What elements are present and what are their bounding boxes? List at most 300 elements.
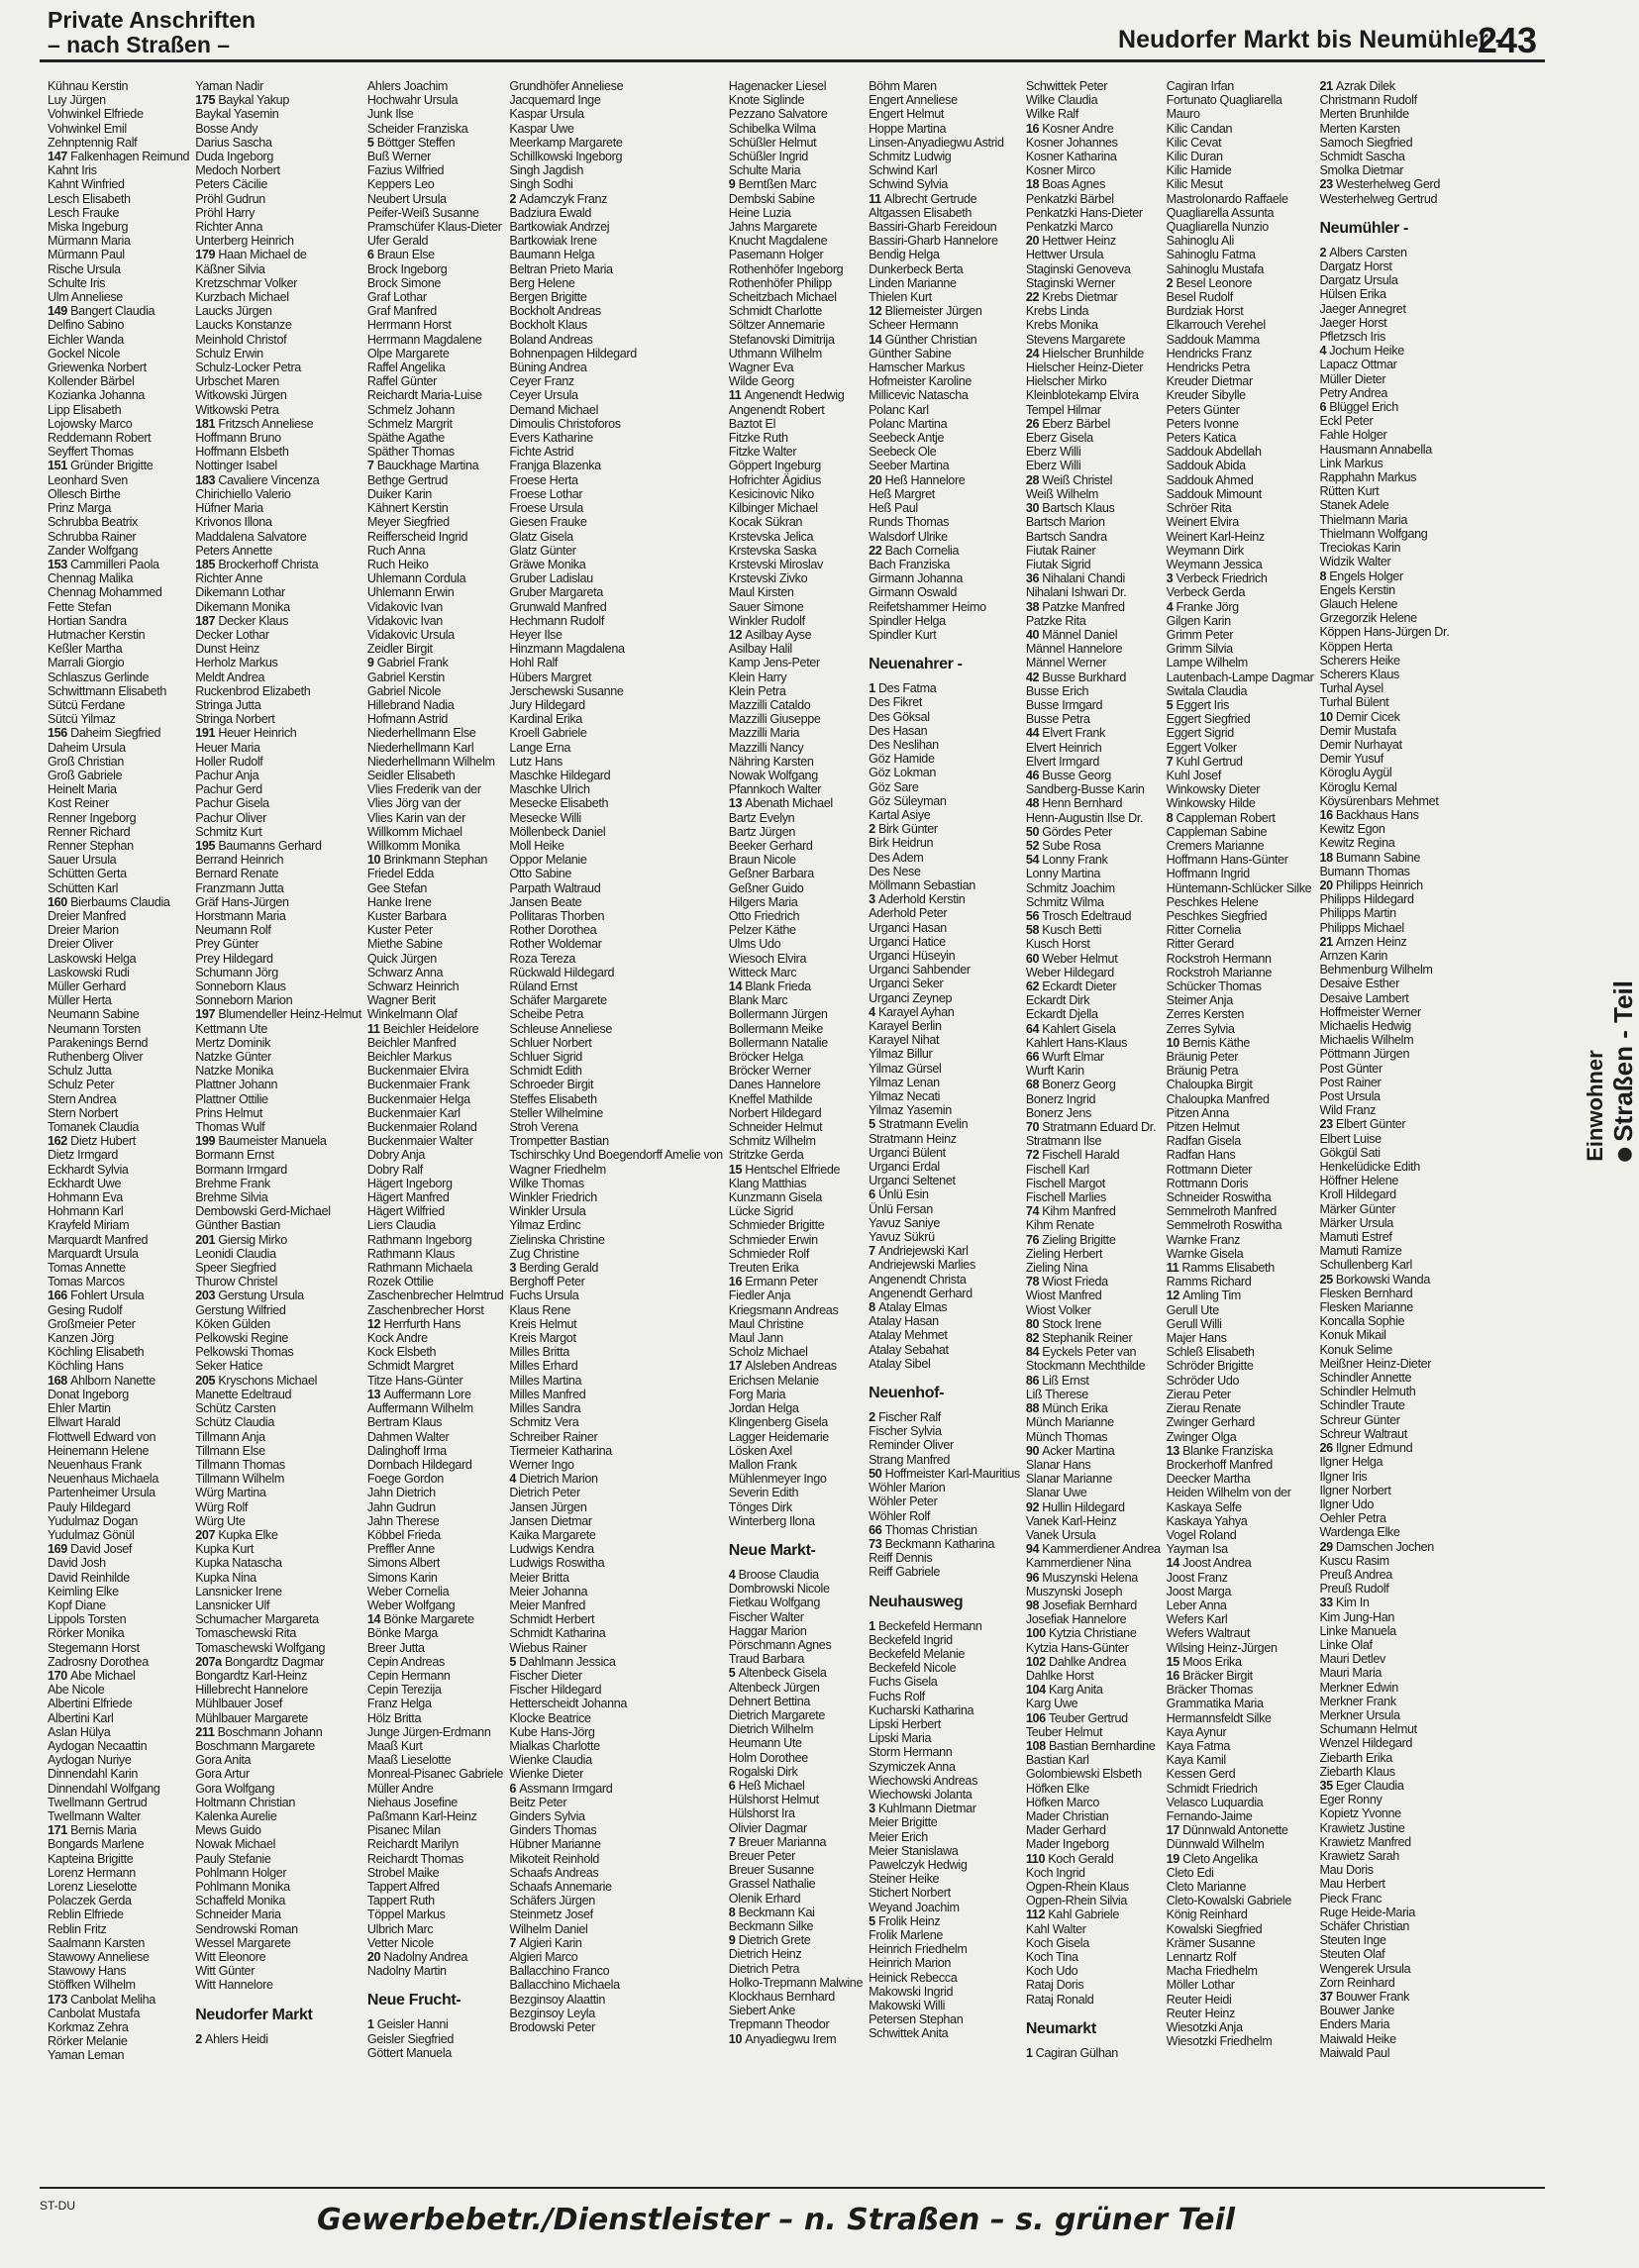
resident-entry: Geßner Guido — [728, 880, 804, 895]
resident-entry: 96 Muszynski Helena — [1025, 1570, 1138, 1585]
house-number: 40 — [1025, 627, 1043, 642]
resident-entry: Widzik Walter — [1319, 555, 1391, 569]
resident-entry: Pawelczyk Hedwig — [869, 1857, 968, 1872]
resident-entry: Gora Wolfgang — [195, 1781, 275, 1796]
resident-entry: Eggert Volker — [1166, 740, 1237, 755]
resident-entry: Altenbeck Jürgen — [728, 1680, 820, 1695]
house-number: 12 — [728, 627, 746, 642]
resident-entry: 2 Besel Leonore — [1166, 275, 1253, 290]
house-number: 10 — [1166, 1035, 1183, 1050]
resident-entry: Mastrolonardo Raffaele — [1166, 191, 1288, 206]
resident-entry: Weymann Dirk — [1166, 543, 1244, 558]
resident-entry: Canbolat Mustafa — [48, 2006, 141, 2020]
resident-entry: Holko-Trepmann Malwine — [728, 1975, 864, 1990]
resident-entry: Schulz-Locker Petra — [195, 361, 301, 375]
resident-entry: Urganci Seker — [869, 977, 944, 991]
resident-entry: Buckenmaier Walter — [366, 1134, 473, 1149]
directory-column — [869, 79, 1020, 2230]
resident-entry: Weiß Wilhelm — [1025, 486, 1099, 501]
resident-entry: 9 Gabriel Frank — [366, 656, 449, 670]
resident-entry: Neumann Sabine — [48, 1007, 140, 1022]
resident-entry: Zieling Nina — [1025, 1261, 1088, 1276]
resident-entry: Kalenka Aurelie — [195, 1808, 277, 1823]
resident-entry: Köppen Herta — [1319, 639, 1392, 654]
house-number: 1 — [869, 681, 878, 696]
resident-entry: Saddouk Abida — [1166, 459, 1246, 473]
resident-entry: Stawowy Hans — [48, 1964, 127, 1979]
resident-entry: Raffel Angelika — [366, 361, 446, 375]
resident-entry: Fiutak Rainer — [1025, 543, 1096, 558]
resident-entry: Schroeder Birgit — [509, 1078, 594, 1092]
resident-entry: Keppers Leo — [366, 177, 435, 192]
resident-entry: 1 Des Fatma — [869, 681, 937, 696]
resident-entry: Bumann Thomas — [1319, 864, 1410, 878]
house-number: 37 — [1319, 1990, 1336, 2005]
header-left — [48, 8, 256, 57]
resident-entry: Post Rainer — [1319, 1075, 1382, 1089]
resident-entry: Mühlbauer Margarete — [195, 1710, 308, 1725]
resident-entry: Bezginsoy Alaattin — [509, 1992, 606, 2007]
resident-entry: Maul Kirsten — [728, 585, 794, 600]
resident-entry: Fernando-Jaime — [1166, 1808, 1253, 1823]
resident-entry: Linke Olaf — [1319, 1637, 1373, 1652]
resident-entry: Schrubba Beatrix — [48, 515, 139, 530]
resident-entry: Kreis Helmut — [509, 1316, 577, 1331]
resident-entry: Dargatz Ursula — [1319, 273, 1398, 288]
resident-entry: 38 Patzke Manfred — [1025, 599, 1125, 614]
resident-entry: David Reinhilde — [48, 1570, 130, 1585]
resident-entry: Leonhard Sven — [48, 472, 128, 487]
resident-entry: Höfken Marco — [1025, 1795, 1100, 1809]
resident-entry: Vogel Roland — [1166, 1527, 1237, 1542]
resident-entry: Ehler Martin — [48, 1401, 111, 1416]
resident-entry: 5 Stratmann Evelin — [869, 1117, 969, 1132]
resident-entry: Maiwald Heike — [1319, 2031, 1396, 2046]
resident-entry: Weinert Karl-Heinz — [1166, 529, 1265, 544]
resident-entry: Angenendt Christa — [869, 1272, 967, 1287]
resident-entry: Mews Guido — [195, 1823, 261, 1838]
resident-entry: 11 Beichler Heidelore — [366, 1021, 479, 1036]
resident-entry: Heinrich Friedhelm — [869, 1942, 968, 1957]
resident-entry: Witkowski Jürgen — [195, 388, 287, 403]
resident-entry: Ludwigs Kendra — [509, 1542, 594, 1557]
resident-entry: Schulte Iris — [48, 275, 106, 290]
resident-entry: Bonerz Ingrid — [1025, 1091, 1096, 1106]
house-number: 22 — [869, 543, 885, 558]
resident-entry: Bastian Karl — [1025, 1753, 1089, 1768]
resident-entry: Dornbach Hildegard — [366, 1457, 472, 1472]
resident-entry: Liß Therese — [1025, 1387, 1088, 1401]
resident-entry: Günther Bastian — [195, 1218, 280, 1233]
resident-entry: Kowalski Siegfried — [1166, 1921, 1263, 1936]
resident-entry: Trepmann Theodor — [728, 2017, 830, 2032]
resident-entry: Krstevski Zivko — [728, 571, 808, 586]
resident-entry: Lennartz Rolf — [1166, 1950, 1237, 1965]
resident-entry: Christmann Rudolf — [1319, 93, 1417, 108]
resident-entry: Berg Helene — [509, 275, 575, 290]
resident-entry: Pachur Gerd — [195, 782, 262, 797]
resident-entry: Mader Christian — [1025, 1808, 1109, 1823]
resident-entry: Kilic Duran — [1166, 150, 1223, 164]
resident-entry: Heß Margret — [869, 486, 935, 501]
resident-entry: Bezginsoy Leyla — [509, 2006, 595, 2020]
resident-entry: Schmidt Herbert — [509, 1612, 595, 1627]
resident-entry: Hechmann Rudolf — [509, 613, 604, 628]
resident-entry: Grassel Nathalie — [728, 1877, 816, 1892]
resident-entry: Preffler Anne — [366, 1542, 435, 1557]
resident-entry: Wagner Friedhelm — [509, 1162, 606, 1177]
resident-entry: Macha Friedhelm — [1166, 1964, 1258, 1979]
resident-entry: Tillmann Wilhelm — [195, 1472, 285, 1487]
resident-entry: Marrali Giorgio — [48, 656, 125, 670]
resident-entry: Makowski Ingrid — [869, 1984, 954, 1999]
resident-entry: Stringa Jutta — [195, 697, 261, 712]
house-number: 110 — [1025, 1851, 1049, 1866]
house-number: 23 — [1319, 177, 1336, 192]
resident-entry: Vanek Karl-Heinz — [1025, 1513, 1117, 1528]
resident-entry: Medoch Norbert — [195, 163, 280, 178]
resident-entry: Köysürenbars Mehmet — [1319, 793, 1439, 808]
resident-entry: Krivonos Illona — [195, 515, 272, 530]
resident-entry: Olpe Margarete — [366, 346, 450, 361]
resident-entry: Hülshorst Helmut — [728, 1793, 819, 1807]
house-number: 13 — [1166, 1443, 1183, 1458]
resident-entry: Lücke Sigrid — [728, 1204, 793, 1219]
resident-entry: Yilmaz Yasemin — [869, 1103, 952, 1118]
resident-entry: Schäfers Jürgen — [509, 1894, 595, 1908]
resident-entry: Vlies Jörg van der — [366, 796, 461, 811]
resident-entry: Schröder Udo — [1166, 1373, 1240, 1388]
resident-entry: Willkomm Monika — [366, 838, 461, 853]
house-number: 26 — [1319, 1441, 1336, 1456]
house-number: 199 — [195, 1134, 219, 1149]
resident-entry: Bongardtz Karl-Heinz — [195, 1668, 307, 1683]
resident-entry: Kettmann Ute — [195, 1021, 268, 1036]
resident-entry: Jansen Beate — [509, 894, 582, 909]
house-number: 38 — [1025, 599, 1043, 614]
resident-entry: Polanc Martina — [869, 416, 948, 431]
resident-entry: Norbert Hildegard — [728, 1105, 822, 1120]
resident-entry: Wessel Margarete — [195, 1935, 291, 1950]
resident-entry: Kuhl Josef — [1166, 768, 1221, 782]
footer-rule — [40, 2187, 1545, 2189]
resident-entry: Zaschenbrecher Horst — [366, 1302, 484, 1317]
resident-entry: Peters Annette — [195, 543, 272, 558]
footer-note: Gewerbebetr./Dienstleister – n. Straßen – s. grüner Teil — [317, 2203, 1236, 2237]
resident-entry: Zieling Herbert — [1025, 1246, 1103, 1261]
resident-entry: 16 Kosner Andre — [1025, 121, 1114, 136]
resident-entry: Schreiber Rainer — [509, 1429, 598, 1444]
resident-entry: Schütten Karl — [48, 880, 119, 895]
resident-entry: 7 Andriejewski Karl — [869, 1244, 969, 1259]
resident-entry: Flesken Marianne — [1319, 1300, 1413, 1315]
resident-entry: Schwarz Heinrich — [366, 979, 460, 993]
resident-entry: Schneider Roswitha — [1166, 1190, 1272, 1205]
resident-entry: Kamp Jens-Peter — [728, 656, 820, 670]
resident-entry: Demir Mustafa — [1319, 723, 1396, 738]
house-number: 4 — [869, 1004, 878, 1019]
resident-entry: Froese Herta — [509, 472, 578, 487]
resident-entry: Reichardt Maria-Luise — [366, 388, 482, 403]
resident-entry: Willkomm Michael — [366, 824, 462, 839]
resident-entry: Schibelka Wilma — [728, 121, 816, 136]
resident-entry: Kuster Peter — [366, 923, 433, 938]
resident-entry: Kanzen Jörg — [48, 1331, 114, 1346]
resident-entry: Zwinger Olga — [1166, 1429, 1237, 1444]
resident-entry: Ziebarth Erika — [1319, 1750, 1392, 1765]
resident-entry: Rische Ursula — [48, 261, 121, 276]
resident-entry: Kaya Aynur — [1166, 1724, 1227, 1739]
resident-entry: Hohmann Karl — [48, 1204, 124, 1219]
resident-entry: Liers Claudia — [366, 1218, 436, 1233]
resident-entry: Szymiczek Anna — [869, 1759, 956, 1774]
resident-entry: Milles Erhard — [509, 1359, 578, 1374]
house-number: 26 — [1025, 416, 1043, 431]
resident-entry: Millicevic Natascha — [869, 388, 969, 403]
resident-entry: Heuer Maria — [195, 740, 260, 755]
resident-entry: Bartsch Marion — [1025, 515, 1105, 530]
resident-entry: Milles Manfred — [509, 1387, 586, 1401]
resident-entry: Schulte Maria — [728, 163, 801, 178]
resident-entry: Velasco Luquardia — [1166, 1795, 1264, 1809]
resident-entry: Seebeck Ole — [869, 445, 937, 460]
resident-entry: Mazzilli Maria — [728, 726, 800, 741]
resident-entry: Penkatzki Bärbel — [1025, 191, 1114, 206]
resident-entry: Schwarz Anna — [366, 965, 444, 979]
resident-entry: Weymann Jessica — [1166, 557, 1263, 571]
resident-entry: Reiff Gabriele — [869, 1565, 940, 1580]
resident-entry: Krawietz Sarah — [1319, 1848, 1399, 1863]
resident-entry: Pramschüfer Klaus-Dieter — [366, 220, 502, 235]
resident-entry: Klocke Beatrice — [509, 1710, 591, 1725]
resident-entry: Urganci Seltenet — [869, 1174, 956, 1188]
resident-entry: Jordan Helga — [728, 1401, 799, 1416]
resident-entry: Reuter Heidi — [1166, 1992, 1232, 2007]
resident-entry: 5 Dahlmann Jessica — [509, 1654, 616, 1669]
resident-entry: Fischer Hildegard — [509, 1683, 602, 1698]
house-number: 106 — [1025, 1710, 1049, 1725]
resident-entry: Reuter Heinz — [1166, 2006, 1235, 2020]
resident-entry: Cepin Hermann — [366, 1668, 451, 1683]
resident-entry: Nähring Karsten — [728, 754, 814, 769]
resident-entry: Marquardt Manfred — [48, 1232, 149, 1247]
resident-entry: Maiwald Paul — [1319, 2045, 1390, 2060]
resident-entry: 24 Hielscher Brunhilde — [1025, 346, 1144, 361]
resident-entry: Schmelz Johann — [366, 402, 456, 417]
resident-entry: Staginski Werner — [1025, 275, 1115, 290]
resident-entry: Sahinoglu Mustafa — [1166, 261, 1265, 276]
resident-entry: Cappleman Sabine — [1166, 824, 1268, 839]
resident-entry: Luy Jürgen — [48, 93, 106, 108]
resident-entry: Ilgner Norbert — [1319, 1483, 1391, 1497]
resident-entry: Yilmaz Lenan — [869, 1075, 940, 1089]
resident-entry: Fietkau Wolfgang — [728, 1596, 820, 1610]
resident-entry: Peschkes Helene — [1166, 894, 1259, 909]
resident-entry: Winkowsky Dieter — [1166, 782, 1261, 797]
resident-entry: 1 Geisler Hanni — [366, 2017, 449, 2032]
resident-entry: Seyffert Thomas — [48, 445, 134, 460]
resident-entry: Lagger Heidemarie — [728, 1429, 829, 1444]
resident-entry: Dreier Marion — [48, 923, 119, 938]
resident-entry: 7 Algieri Karin — [509, 1935, 582, 1950]
resident-entry: Mazzilli Giuseppe — [728, 712, 821, 727]
resident-entry: Beichler Markus — [366, 1050, 452, 1065]
resident-entry: 82 Stephanik Reiner — [1025, 1331, 1133, 1346]
resident-entry: Zadrosny Dorothea — [48, 1654, 149, 1669]
resident-entry: Linke Manuela — [1319, 1623, 1396, 1638]
resident-entry: Des Nese — [869, 864, 921, 878]
house-number: 7 — [509, 1935, 520, 1950]
resident-entry: Renner Richard — [48, 824, 131, 839]
resident-entry: Jansen Jürgen — [509, 1499, 587, 1514]
house-number: 8 — [728, 1905, 739, 1919]
house-number: 48 — [1025, 796, 1043, 811]
resident-entry: Tappert Alfred — [366, 1880, 440, 1894]
resident-entry: Schücker Thomas — [1166, 979, 1262, 993]
resident-entry: Fischell Marlies — [1025, 1190, 1107, 1205]
resident-entry: Karayel Berlin — [869, 1019, 942, 1033]
resident-entry: Bartz Evelyn — [728, 810, 795, 825]
resident-entry: Milles Sandra — [509, 1401, 581, 1416]
resident-entry: Bonerz Jens — [1025, 1105, 1091, 1120]
resident-entry: Dikemann Monika — [195, 599, 290, 614]
resident-entry: 29 Damschen Jochen — [1319, 1539, 1434, 1554]
house-number: 207a — [195, 1654, 225, 1669]
resident-entry: Heyer Ilse — [509, 627, 563, 642]
resident-entry: Eckardt Djella — [1025, 1007, 1098, 1022]
resident-entry: Wiost Volker — [1025, 1302, 1091, 1317]
house-number: 112 — [1025, 1907, 1049, 1922]
resident-entry: Böhm Maren — [869, 79, 937, 93]
house-number: 2 — [509, 191, 520, 206]
resident-entry: Späthe Agathe — [366, 431, 445, 446]
resident-entry: Pachur Gisela — [195, 796, 269, 811]
house-number: 44 — [1025, 726, 1043, 741]
resident-entry: Saddouk Abdellah — [1166, 445, 1262, 460]
resident-entry: Yilmaz Erdinc — [509, 1218, 581, 1233]
resident-entry: Peters Katica — [1166, 431, 1237, 446]
resident-entry: Wiebus Rainer — [509, 1640, 587, 1655]
resident-entry: 185 Brockerhoff Christa — [195, 557, 319, 571]
resident-entry: Steiner Heike — [869, 1872, 940, 1887]
resident-entry: 112 Kahl Gabriele — [1025, 1907, 1120, 1922]
resident-entry: Simons Albert — [366, 1556, 441, 1571]
resident-entry: Wienke Dieter — [509, 1767, 583, 1782]
resident-entry: 36 Nihalani Chandi — [1025, 571, 1125, 586]
resident-entry: 207 Kupka Elke — [195, 1527, 278, 1542]
resident-entry: Franz Helga — [366, 1697, 432, 1711]
house-number: 19 — [1166, 1851, 1183, 1866]
resident-entry: Cremers Marianne — [1166, 838, 1265, 853]
resident-entry: Prey Günter — [195, 937, 259, 952]
resident-entry: Kopf Diane — [48, 1598, 106, 1612]
resident-entry: Duda Ingeborg — [195, 150, 273, 164]
resident-entry: Angenendt Gerhard — [869, 1286, 973, 1300]
resident-entry: Josefiak Hannelore — [1025, 1612, 1127, 1627]
resident-entry: Gruber Margareta — [509, 585, 603, 600]
house-number: 68 — [1025, 1078, 1043, 1092]
resident-entry: Kozianka Johanna — [48, 388, 146, 403]
house-number: 42 — [1025, 670, 1043, 684]
resident-entry: Mühlbauer Josef — [195, 1697, 283, 1711]
house-number: 10 — [1319, 709, 1336, 724]
resident-entry: Eberz Gisela — [1025, 431, 1093, 446]
resident-entry: 66 Thomas Christian — [869, 1522, 977, 1537]
house-number: 17 — [728, 1359, 746, 1374]
resident-entry: Neuenhaus Michaela — [48, 1472, 159, 1487]
resident-entry: Thomas Wulf — [195, 1120, 265, 1135]
resident-entry: Ritter Gerard — [1166, 937, 1234, 952]
resident-entry: 6 Blüggel Erich — [1319, 400, 1398, 415]
resident-entry: Verbeck Gerda — [1166, 585, 1246, 600]
resident-entry: Tomaschewski Rita — [195, 1626, 297, 1641]
resident-entry: 8 Beckmann Kai — [728, 1905, 815, 1919]
resident-entry: Breer Jutta — [366, 1640, 425, 1655]
resident-entry: Ünlü Fersan — [869, 1201, 933, 1216]
resident-entry: Tschirschky Und Boegendorff Amelie von — [509, 1148, 723, 1163]
resident-entry: Grundhöfer Anneliese — [509, 79, 624, 93]
resident-entry: Wiesotzki Anja — [1166, 2020, 1243, 2035]
resident-entry: 160 Bierbaums Claudia — [48, 894, 170, 909]
resident-entry: Bröcker Werner — [728, 1064, 811, 1079]
resident-entry: Schmidt Edith — [509, 1064, 582, 1079]
resident-entry: Mauri Maria — [1319, 1666, 1383, 1681]
resident-entry: Lange Erna — [509, 740, 571, 755]
house-number: 11 — [869, 191, 884, 206]
resident-entry: Saalmann Karsten — [48, 1935, 146, 1950]
resident-entry: Richter Anne — [195, 571, 263, 586]
resident-entry: Quagliarella Assunta — [1166, 205, 1275, 220]
resident-entry: Slanar Marianne — [1025, 1472, 1112, 1487]
resident-entry: Schaafs Annemarie — [509, 1880, 612, 1894]
resident-entry: Wenzel Hildegard — [1319, 1736, 1413, 1751]
resident-entry: Oppor Melanie — [509, 853, 587, 868]
resident-entry: Schütten Gerta — [48, 867, 127, 881]
resident-entry: Andriejewski Marlies — [869, 1258, 975, 1273]
resident-entry: Fitzke Walter — [728, 445, 797, 460]
resident-entry: Brock Simone — [366, 275, 442, 290]
resident-entry: Evers Katharine — [509, 431, 593, 446]
resident-entry: 2 Ahlers Heidi — [195, 2031, 268, 2046]
resident-entry: Mamuti Ramize — [1319, 1244, 1402, 1259]
resident-entry: Henkelüdicke Edith — [1319, 1160, 1420, 1175]
resident-entry: Penkatzki Marco — [1025, 220, 1113, 235]
resident-entry: Partenheimer Ursula — [48, 1486, 155, 1500]
resident-entry: Dinnendahl Karin — [48, 1767, 139, 1782]
resident-entry: Eberz Willi — [1025, 445, 1081, 460]
resident-entry: Bartkowiak Andrzej — [509, 220, 610, 235]
resident-entry: Wiesoch Elvira — [728, 951, 807, 966]
house-number: 16 — [1025, 121, 1043, 136]
resident-entry: Kusch Horst — [1025, 937, 1090, 952]
resident-entry: 207a Bongardtz Dagmar — [195, 1654, 325, 1669]
house-number: 64 — [1025, 1021, 1043, 1036]
resident-entry: Atalay Sebahat — [869, 1342, 949, 1357]
resident-entry: Maaß Lieselotte — [366, 1753, 452, 1768]
resident-entry: Prey Hildegard — [195, 951, 273, 966]
resident-entry: Schmieder Rolf — [728, 1246, 809, 1261]
resident-entry: Winkler Rudolf — [728, 613, 805, 628]
resident-entry: Saddouk Mamma — [1166, 332, 1260, 347]
resident-entry: Kocak Sükran — [728, 515, 803, 530]
resident-entry: Steffes Elisabeth — [509, 1091, 597, 1106]
house-number: 100 — [1025, 1626, 1049, 1641]
resident-entry: Kim Jung-Han — [1319, 1609, 1395, 1624]
resident-entry: Kahlert Hans-Klaus — [1025, 1035, 1128, 1050]
resident-entry: Franjga Blazenka — [509, 459, 601, 473]
resident-entry: 205 Kryschons Michael — [195, 1373, 318, 1388]
resident-entry: Dobry Anja — [366, 1148, 425, 1163]
